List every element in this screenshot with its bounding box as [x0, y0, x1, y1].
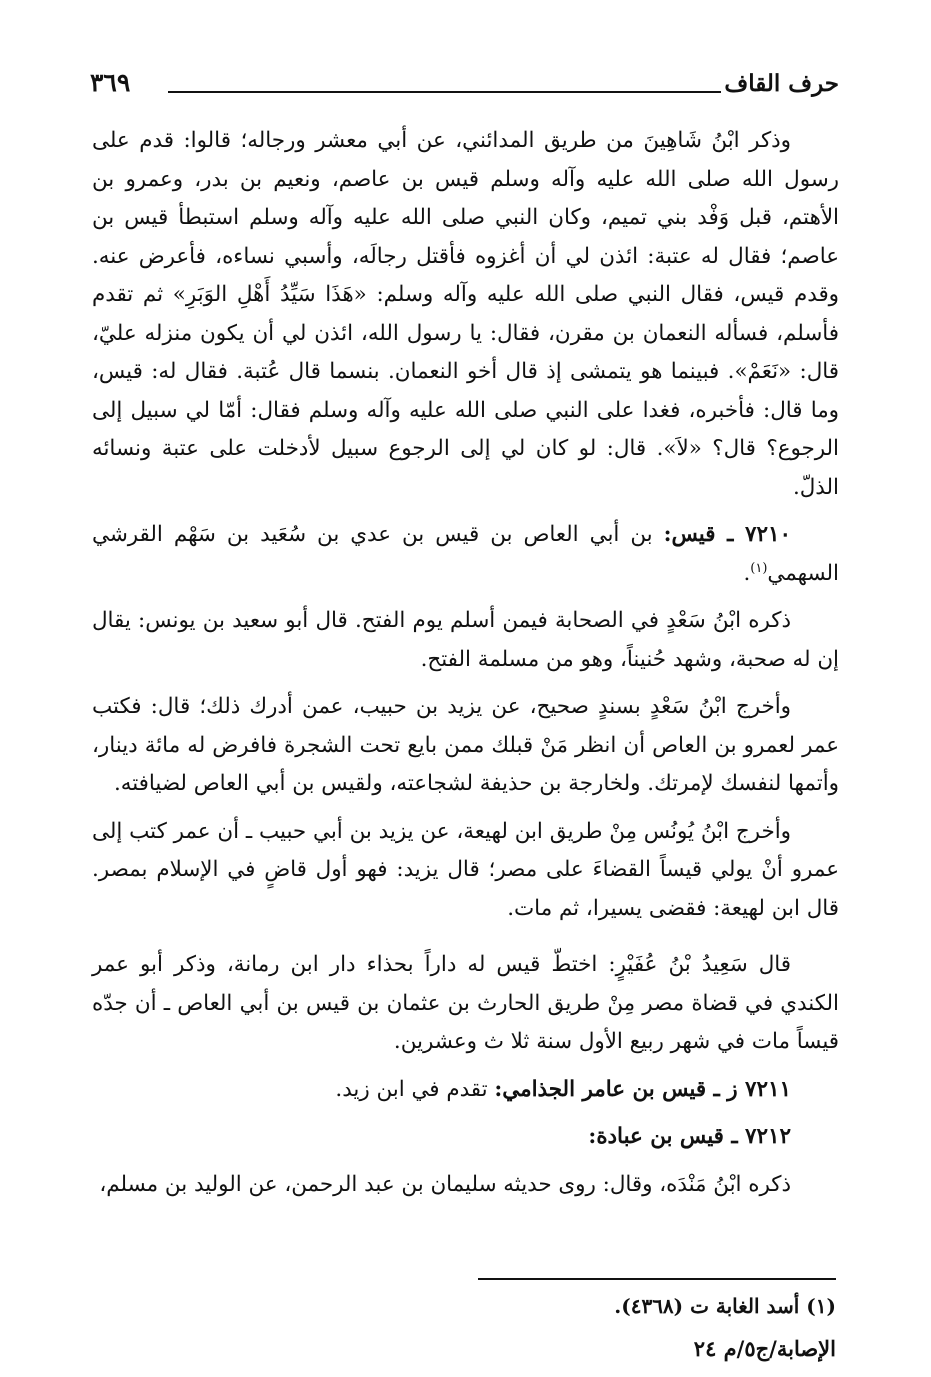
entry-label: ٧٢١١ ز ـ قيس بن عامر الجذامي: [494, 1076, 791, 1102]
entry-text: بن أبي العاص بن قيس بن عدي بن سُعَيد بن سَهْم القرشي السهمي [92, 522, 839, 586]
body-text [92, 122, 839, 1204]
entry-label: ٧٢١٠ ـ قيس: [663, 522, 791, 547]
entry-7210 [92, 516, 839, 593]
header-rule [168, 91, 721, 93]
footnote-rule [478, 1278, 836, 1280]
entry-tail: . [743, 560, 751, 586]
page-signature: الإصابة/ج٥/م ٢٤ [693, 1336, 836, 1361]
paragraph: وأخرج ابْنُ يُونُس مِنْ طريق ابن لهيعة، عن يزيد بن أبي حبيب ـ أن عمر كتب إلى عمرو أنْ يولي قيساً القضاءَ على مصر؛ قال يزيد: فهو أول قاضٍ في الإسلام بمصر. قال ابن لهيعة: فقضى يسيرا، ثم مات. [92, 818, 839, 921]
paragraph: ذكره ابْنُ سَعْدٍ في الصحابة فيمن أسلم يوم الفتح. قال أبو سعيد بن يونس: يقال إن له صحبة، وشهد حُنيناً، وهو من مسلمة الفتح. [92, 608, 839, 672]
footnote: (١) أسد الغابة ت (٤٣٦٨). [614, 1294, 836, 1318]
entry-7212 [92, 1118, 839, 1157]
paragraph: وأخرج ابْنُ سَعْدٍ بسندٍ صحيح، عن يزيد بن حبيب، عمن أدرك ذلك؛ قال: فكتب عمر لعمرو بن العاص أن انظر مَنْ قبلك ممن بايع تحت الشجرة فافرض له مائة دينار، وأتمها لنفسك لإمرتك. ولخارجة بن حذيفة لشجاعته، ولقيس بن أبي العاص لضيافته. [92, 694, 839, 796]
paragraph: وذكر ابْنُ شَاهِينَ من طريق المدائني، عن أبي معشر ورجاله؛ قالوا: قدم على رسول الله صلى الله عليه وآله وسلم قيس بن عاصم، ونعيم بن بدر، وعمرو بن الأهتم، قبل وَفْد بني تميم، وكان النبي صلى الله عليه وآله وسلم استبطأ قيس بن عاصم؛ فقال له عتبة: ائذن لي أن أغزوه فأقتل رجالَه، وأسبي نساءه، فأعرض عنه. وقدم قيس، فقال النبي صلى الله عليه وآله وسلم: «هَذَا سَيِّدُ أَهْلِ الوَبَرِ» ثم تقدم فأسلم، فسأله النعمان بن مقرن، فقال: يا رسول الله، ائذن لي أن يكون منزله عليّ، قال: «نَعَمْ». فبينما هو يتمشى إذ قال أخو النعمان. بنسما قال عُتبة. فقال له: قيس، وما قال: فأخبره، فغدا على النبي صلى الله عليه وآله وسلم فقال: أمّا لي سبيل إلى الرجوع؟ قال؟ «لاَ». قال: لو كان لي إلى الرجوع سبيل لأدخلت على عتبة ونسائه الذلّ. [92, 128, 839, 500]
entry-label: ٧٢١٢ ـ قيس بن عبادة: [588, 1124, 791, 1149]
running-head [90, 62, 839, 102]
page-number: ٣٦٩ [90, 68, 131, 97]
footnote-reference: (١) [750, 560, 768, 576]
paragraph: قال سَعِيدُ بْنُ عُفَيْرٍ: اختطّ قيس له داراً بحذاء دار ابن رمانة، وذكر أبو عمر الكندي في قضاة مصر مِنْ طريق الحارث بن عثمان بن قيس بن أبي العاص ـ أن جدّه قيساً مات في شهر ربيع الأول سنة ثلا ث وعشرين. [92, 952, 839, 1054]
entry-text: تقدم في ابن زيد. [335, 1076, 495, 1102]
section-title: حرف القاف [724, 70, 839, 97]
entry-7211 [92, 1071, 839, 1110]
paragraph: ذكره ابْنُ مَنْدَه، وقال: روى حديثه سليمان بن عبد الرحمن، عن الوليد بن مسلم، [99, 1171, 791, 1197]
